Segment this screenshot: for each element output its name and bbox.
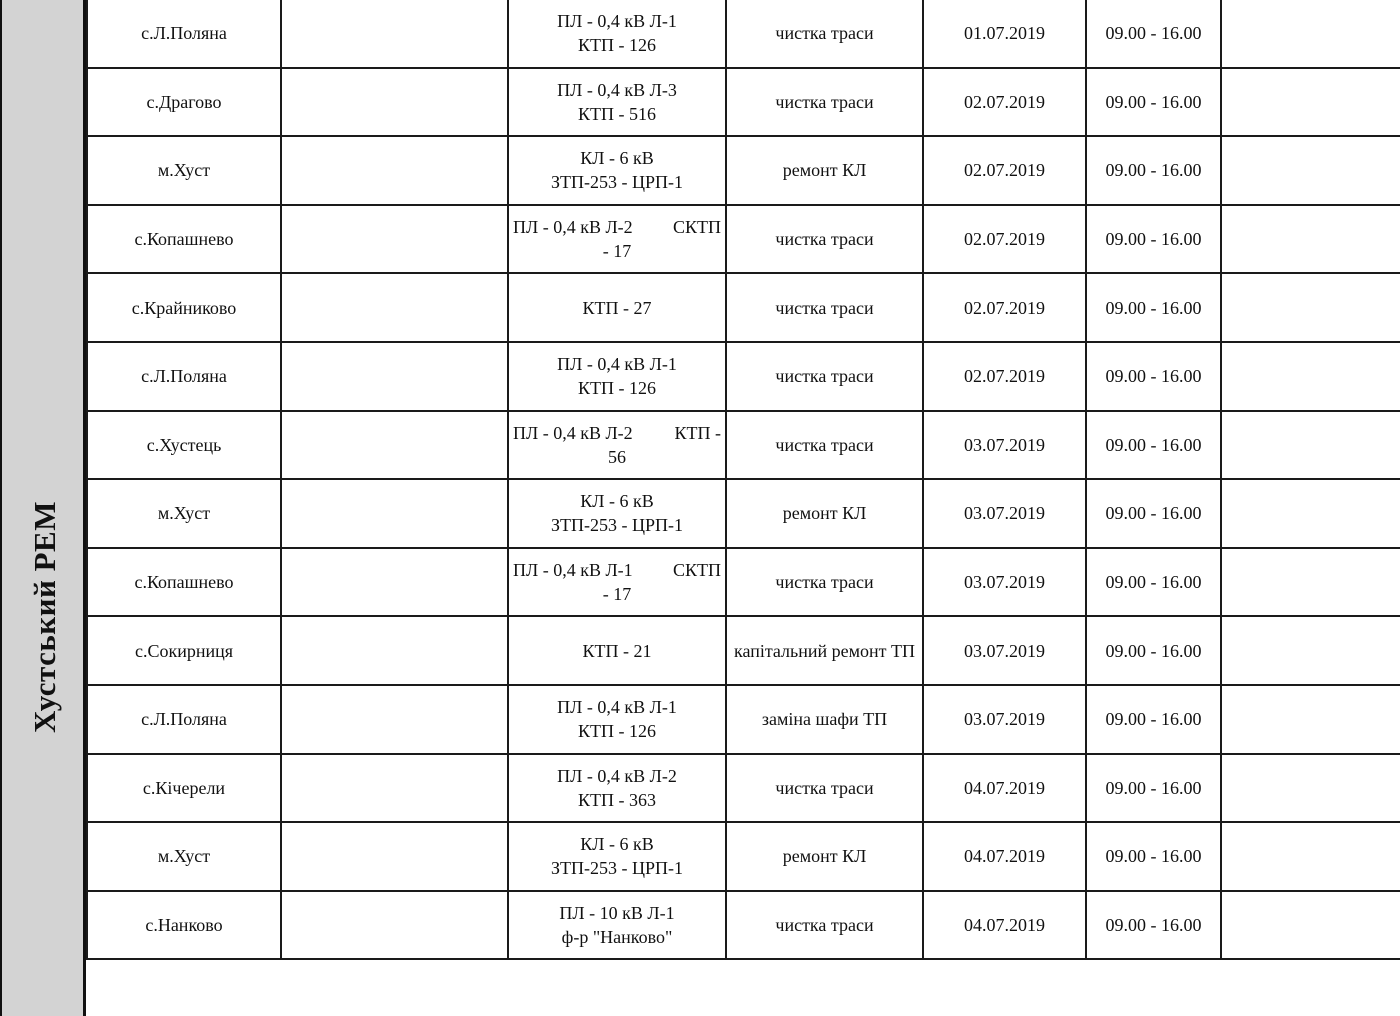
settlement-cell: с.Л.Поляна <box>87 342 281 411</box>
settlement-cell: с.Нанково <box>87 891 281 960</box>
equipment-cell <box>508 685 726 754</box>
equipment-line: ф-р "Нанково" <box>561 927 673 948</box>
date-cell: 04.07.2019 <box>923 822 1086 891</box>
equipment-line: КЛ - 6 кВ <box>580 148 654 169</box>
settlement-cell: с.Хустець <box>87 411 281 480</box>
equipment-line: ПЛ - 0,4 кВ Л-3 <box>557 79 677 100</box>
notes-cell <box>1221 0 1400 68</box>
work-type-cell: чистка траси <box>726 0 923 68</box>
settlement-cell: м.Хуст <box>87 136 281 205</box>
equipment-line: КТП - 516 <box>578 103 656 124</box>
table-row <box>87 479 1400 548</box>
notes-cell <box>1221 479 1400 548</box>
equipment-cell <box>508 273 726 342</box>
consumers-cell <box>281 479 508 548</box>
work-type-cell: чистка траси <box>726 891 923 960</box>
table-row <box>87 205 1400 274</box>
notes-cell <box>1221 205 1400 274</box>
settlement-cell: с.Драгово <box>87 68 281 137</box>
equipment-line-start: ПЛ - 0,4 кВ Л-2 <box>513 217 633 238</box>
equipment-line: 56 <box>608 446 626 467</box>
date-cell: 02.07.2019 <box>923 205 1086 274</box>
equipment-line: ПЛ - 0,4 кВ Л-2 <box>557 765 677 786</box>
equipment-cell <box>508 411 726 480</box>
equipment-cell <box>508 68 726 137</box>
consumers-cell <box>281 205 508 274</box>
date-cell: 03.07.2019 <box>923 411 1086 480</box>
time-cell: 09.00 - 16.00 <box>1086 891 1221 960</box>
date-cell: 03.07.2019 <box>923 479 1086 548</box>
table-row <box>87 685 1400 754</box>
equipment-line <box>513 421 721 445</box>
notes-cell <box>1221 891 1400 960</box>
settlement-cell: с.Л.Поляна <box>87 685 281 754</box>
work-type-cell: чистка траси <box>726 205 923 274</box>
notes-cell <box>1221 685 1400 754</box>
work-type-cell: заміна шафи ТП <box>726 685 923 754</box>
table-row <box>87 616 1400 685</box>
time-cell: 09.00 - 16.00 <box>1086 68 1221 137</box>
time-cell: 09.00 - 16.00 <box>1086 822 1221 891</box>
equipment-line: ПЛ - 0,4 кВ Л-1 <box>557 697 677 718</box>
table-row <box>87 822 1400 891</box>
date-cell: 04.07.2019 <box>923 891 1086 960</box>
notes-cell <box>1221 136 1400 205</box>
work-type-cell: чистка траси <box>726 548 923 617</box>
district-side-band <box>0 0 86 1016</box>
time-cell: 09.00 - 16.00 <box>1086 685 1221 754</box>
notes-cell <box>1221 822 1400 891</box>
time-cell: 09.00 - 16.00 <box>1086 0 1221 68</box>
equipment-line-end: СКТП <box>672 560 721 581</box>
equipment-line: ПЛ - 10 кВ Л-1 <box>559 903 675 924</box>
consumers-cell <box>281 0 508 68</box>
notes-cell <box>1221 411 1400 480</box>
consumers-cell <box>281 822 508 891</box>
work-type-cell: ремонт КЛ <box>726 822 923 891</box>
notes-cell <box>1221 616 1400 685</box>
work-type-cell: чистка траси <box>726 68 923 137</box>
equipment-cell <box>508 891 726 960</box>
consumers-cell <box>281 685 508 754</box>
date-cell: 03.07.2019 <box>923 685 1086 754</box>
table-row <box>87 342 1400 411</box>
equipment-cell <box>508 342 726 411</box>
notes-cell <box>1221 754 1400 823</box>
time-cell: 09.00 - 16.00 <box>1086 754 1221 823</box>
table-row <box>87 0 1400 68</box>
equipment-line: ПЛ - 0,4 кВ Л-1 <box>557 11 677 32</box>
table-row <box>87 136 1400 205</box>
equipment-cell <box>508 479 726 548</box>
settlement-cell: с.Кічерели <box>87 754 281 823</box>
table-row <box>87 68 1400 137</box>
consumers-cell <box>281 411 508 480</box>
table-row <box>87 411 1400 480</box>
date-cell: 02.07.2019 <box>923 342 1086 411</box>
notes-cell <box>1221 68 1400 137</box>
date-cell: 04.07.2019 <box>923 754 1086 823</box>
date-cell: 01.07.2019 <box>923 0 1086 68</box>
work-type-cell: чистка траси <box>726 273 923 342</box>
table-row <box>87 548 1400 617</box>
equipment-line: КТП - 126 <box>578 35 656 56</box>
work-type-cell: чистка траси <box>726 754 923 823</box>
time-cell: 09.00 - 16.00 <box>1086 205 1221 274</box>
work-type-cell: ремонт КЛ <box>726 136 923 205</box>
outage-schedule-table <box>86 0 1400 960</box>
equipment-line-end: КТП - <box>674 422 721 443</box>
settlement-cell: с.Крайниково <box>87 273 281 342</box>
equipment-cell <box>508 136 726 205</box>
schedule-body <box>87 0 1400 959</box>
time-cell: 09.00 - 16.00 <box>1086 411 1221 480</box>
time-cell: 09.00 - 16.00 <box>1086 273 1221 342</box>
consumers-cell <box>281 68 508 137</box>
equipment-line: ЗТП-253 - ЦРП-1 <box>550 172 683 193</box>
equipment-line: КЛ - 6 кВ <box>580 491 654 512</box>
district-label: Хустський РЕМ <box>27 501 62 733</box>
equipment-line-end: СКТП <box>672 217 721 238</box>
equipment-cell <box>508 822 726 891</box>
equipment-cell <box>508 205 726 274</box>
time-cell: 09.00 - 16.00 <box>1086 136 1221 205</box>
time-cell: 09.00 - 16.00 <box>1086 616 1221 685</box>
equipment-cell <box>508 754 726 823</box>
time-cell: 09.00 - 16.00 <box>1086 479 1221 548</box>
time-cell: 09.00 - 16.00 <box>1086 342 1221 411</box>
date-cell: 02.07.2019 <box>923 68 1086 137</box>
equipment-cell <box>508 616 726 685</box>
date-cell: 03.07.2019 <box>923 548 1086 617</box>
equipment-cell <box>508 548 726 617</box>
work-type-cell: чистка траси <box>726 411 923 480</box>
time-cell: 09.00 - 16.00 <box>1086 548 1221 617</box>
table-row <box>87 273 1400 342</box>
consumers-cell <box>281 891 508 960</box>
table-row <box>87 891 1400 960</box>
settlement-cell: м.Хуст <box>87 822 281 891</box>
consumers-cell <box>281 136 508 205</box>
work-type-cell: чистка траси <box>726 342 923 411</box>
consumers-cell <box>281 273 508 342</box>
equipment-line: КТП - 21 <box>582 640 652 661</box>
equipment-line: КТП - 126 <box>578 721 656 742</box>
consumers-cell <box>281 342 508 411</box>
work-type-cell: ремонт КЛ <box>726 479 923 548</box>
settlement-cell: с.Л.Поляна <box>87 0 281 68</box>
date-cell: 02.07.2019 <box>923 136 1086 205</box>
equipment-line: КТП - 363 <box>578 789 656 810</box>
equipment-line: ЗТП-253 - ЦРП-1 <box>550 515 683 536</box>
equipment-line: - 17 <box>602 584 632 605</box>
settlement-cell: с.Сокирниця <box>87 616 281 685</box>
consumers-cell <box>281 754 508 823</box>
equipment-line-start: ПЛ - 0,4 кВ Л-1 <box>513 560 633 581</box>
equipment-line: - 17 <box>602 241 632 262</box>
date-cell: 03.07.2019 <box>923 616 1086 685</box>
equipment-line <box>513 558 721 582</box>
consumers-cell <box>281 616 508 685</box>
equipment-line: КЛ - 6 кВ <box>580 834 654 855</box>
notes-cell <box>1221 273 1400 342</box>
equipment-line: КТП - 126 <box>578 378 656 399</box>
table-row <box>87 754 1400 823</box>
settlement-cell: с.Копашнево <box>87 205 281 274</box>
work-type-cell: капітальний ремонт ТП <box>726 616 923 685</box>
settlement-cell: с.Копашнево <box>87 548 281 617</box>
equipment-cell <box>508 0 726 68</box>
notes-cell <box>1221 548 1400 617</box>
equipment-line: ПЛ - 0,4 кВ Л-1 <box>557 354 677 375</box>
equipment-line-start: ПЛ - 0,4 кВ Л-2 <box>513 422 633 443</box>
equipment-line: КТП - 27 <box>582 297 652 318</box>
notes-cell <box>1221 342 1400 411</box>
date-cell: 02.07.2019 <box>923 273 1086 342</box>
equipment-line: ЗТП-253 - ЦРП-1 <box>550 858 683 879</box>
settlement-cell: м.Хуст <box>87 479 281 548</box>
equipment-line <box>513 215 721 239</box>
consumers-cell <box>281 548 508 617</box>
